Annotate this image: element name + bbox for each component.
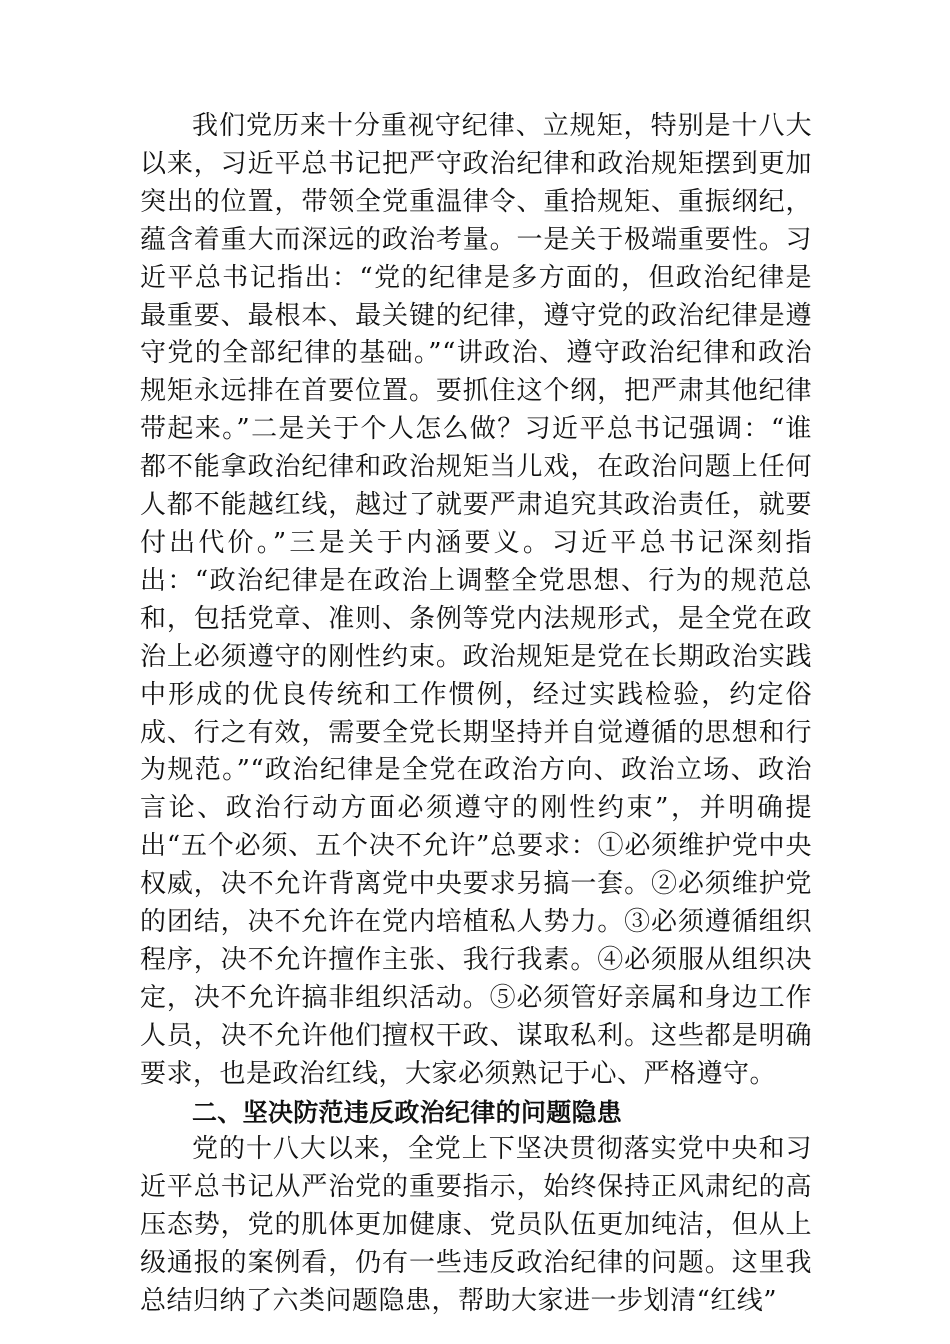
section-heading-2: 二、坚决防范违反政治纪律的问题隐患 <box>192 1097 623 1127</box>
body-paragraph-political-discipline: 我们党历来十分重视守纪律、立规矩，特别是十八大以来，习近平总书记把严守政治纪律和政治规矩摆到更加突出的位置，带领全党重温律令、重拾规矩、重振纲纪，蕴含着重大而深远的政治考量。一是关于极端重要性。习近平总书记指出：“党的纪律是多方面的，但政治纪律是最重要、最根本、最关键的纪律，遵守党的政治纪律是遵守党的全部纪律的基础。”“讲政治、遵守政治纪律和政治规矩永远排在首要位置。要抓住这个纲，把严肃其他纪律带起来。”二是关于个人怎么做？习近平总书记强调：“谁都不能拿政治纪律和政治规矩当儿戏，在政治问题上任何人都不能越红线，越过了就要严肃追究其政治责任，就要付出代价。”三是关于内涵要义。习近平总书记深刻指出：“政治纪律是在政治上调整全党思想、行为的规范总和，包括党章、准则、条例等党内法规形式，是全党在政治上必须遵守的刚性约束。政治规矩是党在长期政治实践中形成的优良传统和工作惯例，经过实践检验，约定俗成、行之有效，需要全党长期坚持并自觉遵循的思想和行为规范。”“政治纪律是全党在政治方向、政治立场、政治言论、政治行动方面必须遵守的刚性约束”，并明确提出“五个必须、五个决不允许”总要求：①必须维护党中央权威，决不允许背离党中央要求另搞一套。②必须维护党的团结，决不允许在党内培植私人势力。③必须遵循组织程序，决不允许擅作主张、我行我素。④必须服从组织决定，决不允许搞非组织活动。⑤必须管好亲属和身边工作人员，决不允许他们擅权干政、谋取私利。这些都是明确要求，也是政治红线，大家必须熟记于心、严格遵守。 <box>140 111 812 1089</box>
body-paragraph-problem-risks: 党的十八大以来，全党上下坚决贯彻落实党中央和习近平总书记从严治党的重要指示，始终保持正风肃纪的高压态势，党的肌体更加健康、党员队伍更加纯洁，但从上级通报的案例看，仍有一些违反政治纪律的问题。这里我总结归纳了六类问题隐患，帮助大家进一步划清“红线” <box>140 1134 812 1317</box>
document-page <box>140 108 812 1321</box>
